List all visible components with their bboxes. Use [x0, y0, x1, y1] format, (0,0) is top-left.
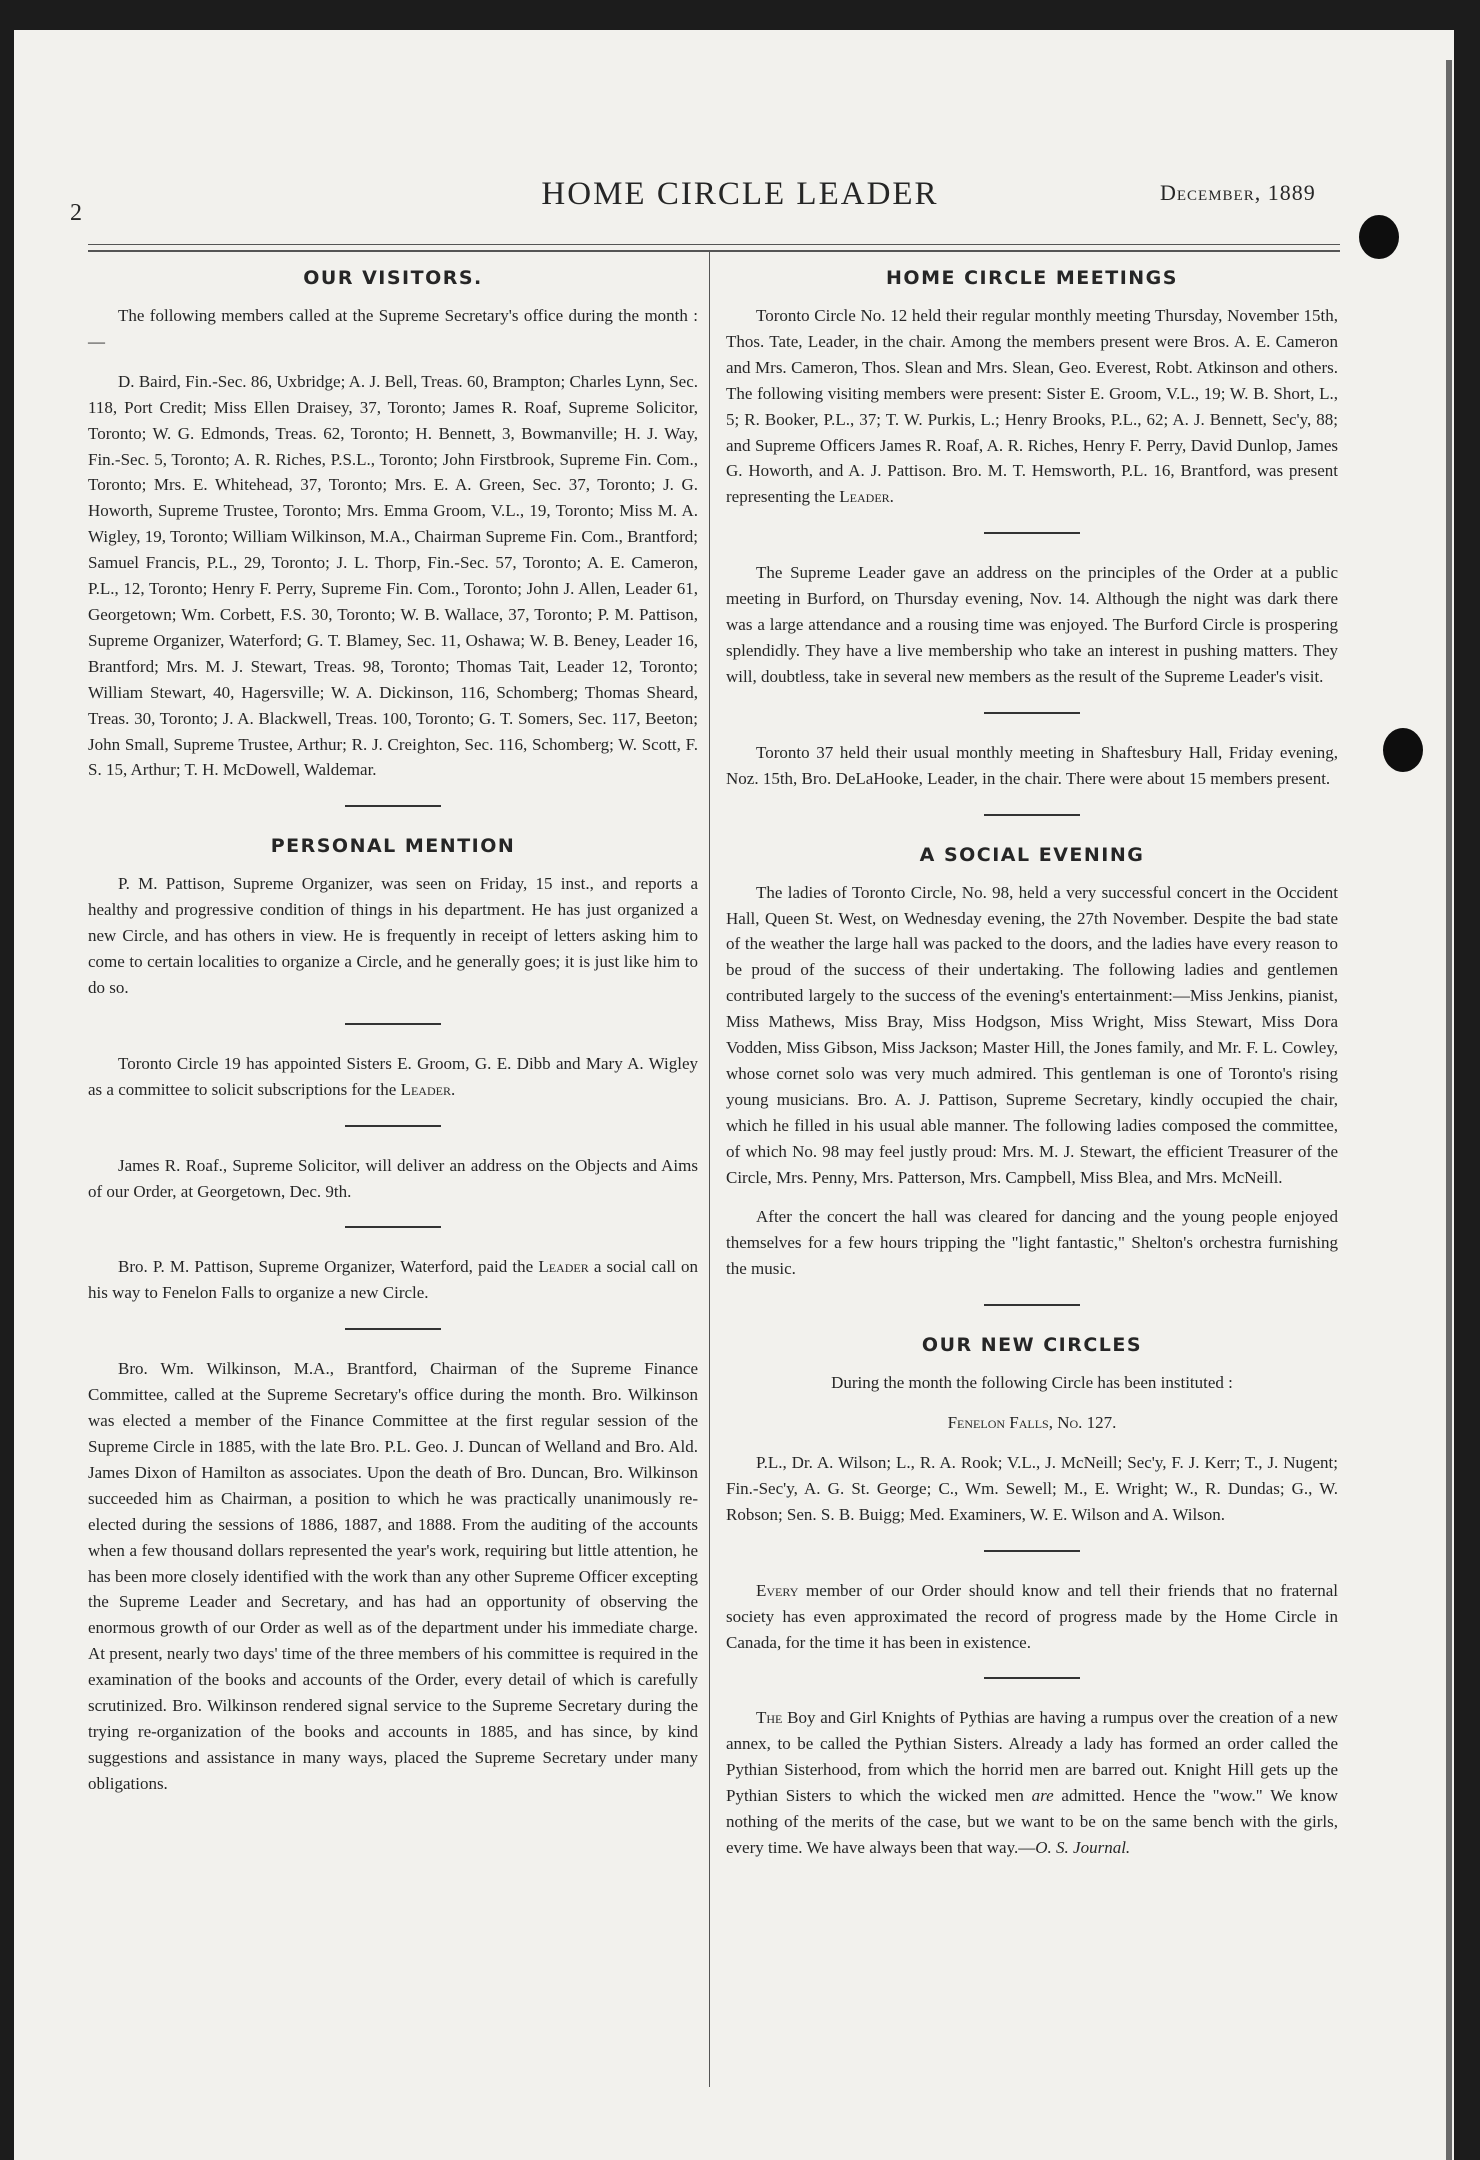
personal-paragraph-4: Bro. P. M. Pattison, Supreme Organizer, Waterford, paid the Leader a social call on his way to Fenelon Falls to organize a new Circle. — [88, 1257, 698, 1303]
section-separator — [345, 1226, 441, 1228]
personal-paragraph-3: James R. Roaf., Supreme Solicitor, will deliver an address on the Objects and Aims of our Order, at Georgetown, Dec. 9th. — [88, 1155, 698, 1201]
meetings-paragraph-1: Toronto Circle No. 12 held their regular monthly meeting Thursday, November 15th, Thos. Tate, Leader, in the chair. Among the members present were Bros. A. E. Cameron and Mrs. Cameron, Thos. Slean and Mrs. Slean, Geo. Everest, Robt. Atkinson and others. The following visiting members were present: Sister E. Groom, V.L., 19; W. B. Short, L., 5; R. Booker, P.L., 37; T. W. Purkis, L.; Henry Brooks, P.L., 62; A. J. Bennett, Sec'y, 88; and Supreme Officers James R. Roaf, A. R. Riches, Henry F. Perry, David Dunlop, James G. Howorth, and A. J. Pattison. Bro. M. T. Hemsworth, P.L. 16, Brantford, was present representing the Leader. — [726, 306, 1338, 507]
section-separator — [984, 712, 1080, 714]
personal-paragraph-1: P. M. Pattison, Supreme Organizer, was seen on Friday, 15 inst., and reports a healthy and progressive condition of things in his department. He has just organized a new Circle, and has others in view. He is frequently in receipt of letters asking him to come to certain localities to organize a Circle, and he generally goes; it is just like him to do so. — [88, 874, 698, 997]
page-number: 2 — [70, 200, 82, 226]
meetings-paragraph-2: The Supreme Leader gave an address on the principles of the Order at a public meeting in Burford, on Thursday evening, Nov. 14. Although the night was dark there was a large attendance and a rousing time was enjoyed. The Burford Circle is prospering splendidly. They have a live membership who take an interest in pushing matters. They will, doubtless, take in several new members as the result of the Supreme Leader's visit. — [726, 563, 1338, 686]
new-circle-officers: P.L., Dr. A. Wilson; L., R. A. Rook; V.L., J. McNeill; Sec'y, F. J. Kerr; T., J. Nugent; Fin.-Sec'y, A. G. St. George; C., Wm. Sewell; M., E. Wright; W., R. Dundas; G., W. Robson; Sen. S. B. Buigg; Med. Examiners, W. E. Wilson and A. Wilson. — [726, 1453, 1338, 1524]
issue-date: December, 1889 — [1160, 180, 1316, 205]
page-edge — [1446, 60, 1452, 2160]
binding-hole-middle — [1383, 728, 1423, 772]
section-separator — [984, 1304, 1080, 1306]
section-separator — [984, 1677, 1080, 1679]
section-separator — [984, 1550, 1080, 1552]
heading-a-social-evening: A SOCIAL EVENING — [919, 843, 1145, 866]
section-separator — [345, 1125, 441, 1127]
social-paragraph-1: The ladies of Toronto Circle, No. 98, held a very successful concert in the Occident Hall, Queen St. West, on Wednesday evening, the 27th November. Despite the bad state of the weather the large hall was packed to the doors, and the ladies have every reason to be proud of the success of their undertaking. The following ladies and gentlemen contributed largely to the success of the evening's entertainment:—Miss Jenkins, pianist, Miss Mathews, Miss Bray, Miss Hodgson, Miss Wright, Miss Stewart, Miss Dora Vodden, Miss Gibson, Miss Jackson; Master Hill, the Jones family, and Mr. F. L. Cowley, whose cornet solo was very much admired. This gentleman is one of Toronto's rising young musicians. Bro. A. J. Pattison, Supreme Secretary, kindly occupied the chair, which he filled in his usual able manner. The following ladies composed the committee, of which No. 98 may feel justly proud: Mrs. M. J. Stewart, the efficient Treasurer of the Circle, Mrs. Penny, Mrs. Patterson, Mrs. Campbell, Miss Blea, and Mrs. McNeill. — [726, 882, 1338, 1187]
visitors-list: D. Baird, Fin.-Sec. 86, Uxbridge; A. J. Bell, Treas. 60, Brampton; Charles Lynn, Sec. 118, Port Credit; Miss Ellen Draisey, 37, Toronto; James R. Roaf, Supreme Solicitor, Toronto; W. G. Edmonds, Treas. 62, Toronto; H. Bennett, 3, Bowmanville; H. J. Way, Fin.-Sec. 5, Toronto; A. R. Riches, P.S.L., Toronto; John Firstbrook, Supreme Fin. Com., Toronto; Mrs. E. Whitehead, 37, Toronto; Mrs. E. A. Green, Sec. 37, Toronto; J. G. Howorth, Supreme Trustee, Toronto; Mrs. Emma Groom, V.L., 19, Toronto; Miss M. A. Wigley, 19, Toronto; William Wilkinson, M.A., Chairman Supreme Fin. Com., Brantford; Samuel Francis, P.L., 29, Toronto; J. L. Thorp, Fin.-Sec. 57, Toronto; A. E. Cameron, P.L., 12, Toronto; Henry F. Perry, Supreme Fin. Com., Toronto; John J. Allen, Leader 61, Georgetown; Wm. Corbett, F.S. 30, Toronto; W. B. Wallace, 37, Toronto; P. M. Pattison, Supreme Organizer, Waterford; G. T. Blamey, Sec. 11, Oshawa; W. B. Beney, Leader 16, Brantford; Mrs. M. J. Stewart, Treas. 98, Toronto; Thomas Tait, Leader 12, Toronto; William Stewart, 40, Hagersville; W. A. Dickinson, 116, Schomberg; Thomas Sheard, Treas. 30, Toronto; J. A. Blackwell, Treas. 100, Toronto; G. T. Somers, Sec. 117, Beeton; John Small, Supreme Trustee, Arthur; R. J. Creighton, Sec. 116, Schomberg; W. Scott, F. S. 15, Arthur; T. H. McDowell, Waldemar. — [88, 371, 698, 780]
section-separator — [345, 805, 441, 807]
heading-our-new-circles: OUR NEW CIRCLES — [921, 1334, 1143, 1357]
left-column — [88, 265, 698, 1811]
heading-personal-mention: PERSONAL MENTION — [270, 835, 516, 858]
masthead-title: HOME CIRCLE LEADER — [541, 176, 939, 212]
right-column — [726, 265, 1338, 1875]
social-paragraph-2: After the concert the hall was cleared for dancing and the young people enjoyed themselves for a few hours tripping the "light fantastic," Shelton's orchestra furnishing the music. — [726, 1207, 1338, 1279]
section-separator — [984, 532, 1080, 534]
personal-paragraph-2: Toronto Circle 19 has appointed Sisters E. Groom, G. E. Dibb and Mary A. Wigley as a committee to solicit subscriptions for the Leader. — [88, 1053, 698, 1099]
section-separator — [984, 814, 1080, 816]
new-circles-intro: During the month the following Circle has been instituted : — [831, 1373, 1233, 1393]
meetings-paragraph-3: Toronto 37 held their usual monthly meeting in Shaftesbury Hall, Friday evening, Noz. 15th, Bro. DeLaHooke, Leader, in the chair. There were about 15 members present. — [726, 742, 1338, 788]
section-separator — [345, 1023, 441, 1025]
header-rule-double — [88, 250, 1340, 252]
heading-home-circle-meetings: HOME CIRCLE MEETINGS — [886, 267, 1178, 289]
visitors-intro: The following members called at the Supreme Secretary's office during the month :— — [88, 306, 698, 351]
section-separator — [345, 1328, 441, 1330]
personal-paragraph-5: Bro. Wm. Wilkinson, M.A., Brantford, Chairman of the Supreme Finance Committee, called at the Supreme Secretary's office during the month. Bro. Wilkinson was elected a member of the Finance Committee at the first regular session of the Supreme Circle in 1885, with the late Bro. P.L. Geo. J. Duncan of Welland and Bro. Ald. James Dixon of Hamilton as associates. Upon the death of Bro. Duncan, Bro. Wilkinson succeeded him as Chairman, a position to which he was practically unanimously re-elected during the sessions of 1886, 1887, and 1888. From the auditing of the accounts when a few thousand dollars represented the year's work, requiring but little attention, he has been more closely identified with the work than any other Supreme Officer excepting the Supreme Leader and Secretary, and has had an opportunity of observing the enormous growth of our Order as well as of the department under his immediate charge. At present, nearly two days' time of the three members of his committee is required in the examination of the books and accounts of the Order, every detail of which is carefully scrutinized. Bro. Wilkinson rendered signal service to the Supreme Secretary during the trying re-organization of the books and accounts in 1885, and has since, by kind suggestions and assistance in many ways, placed the Supreme Secretary under many obligations. — [88, 1359, 698, 1793]
closing-paragraph-2: The Boy and Girl Knights of Pythias are having a rumpus over the creation of a new annex, to be called the Pythian Sisters. Already a lady has formed an order called the Pythian Sisterhood, from which the horrid men are barred out. Knight Hill gets up the Pythian Sisters to which the wicked men are admitted. Hence the "wow." We know nothing of the merits of the case, but we want to be on the same bench with the girls, every time. We have always been that way.—O. S. Journal. — [726, 1708, 1338, 1857]
binding-hole-top — [1359, 215, 1399, 259]
closing-paragraph-1: Every member of our Order should know and tell their friends that no fraternal society has even approximated the record of progress made by the Home Circle in Canada, for the time it has been in existence. — [726, 1580, 1338, 1652]
header-rule — [88, 244, 1340, 245]
column-divider — [709, 252, 710, 2087]
heading-our-visitors: OUR VISITORS. — [303, 267, 483, 289]
new-circle-name: Fenelon Falls, No. 127. — [947, 1413, 1117, 1433]
